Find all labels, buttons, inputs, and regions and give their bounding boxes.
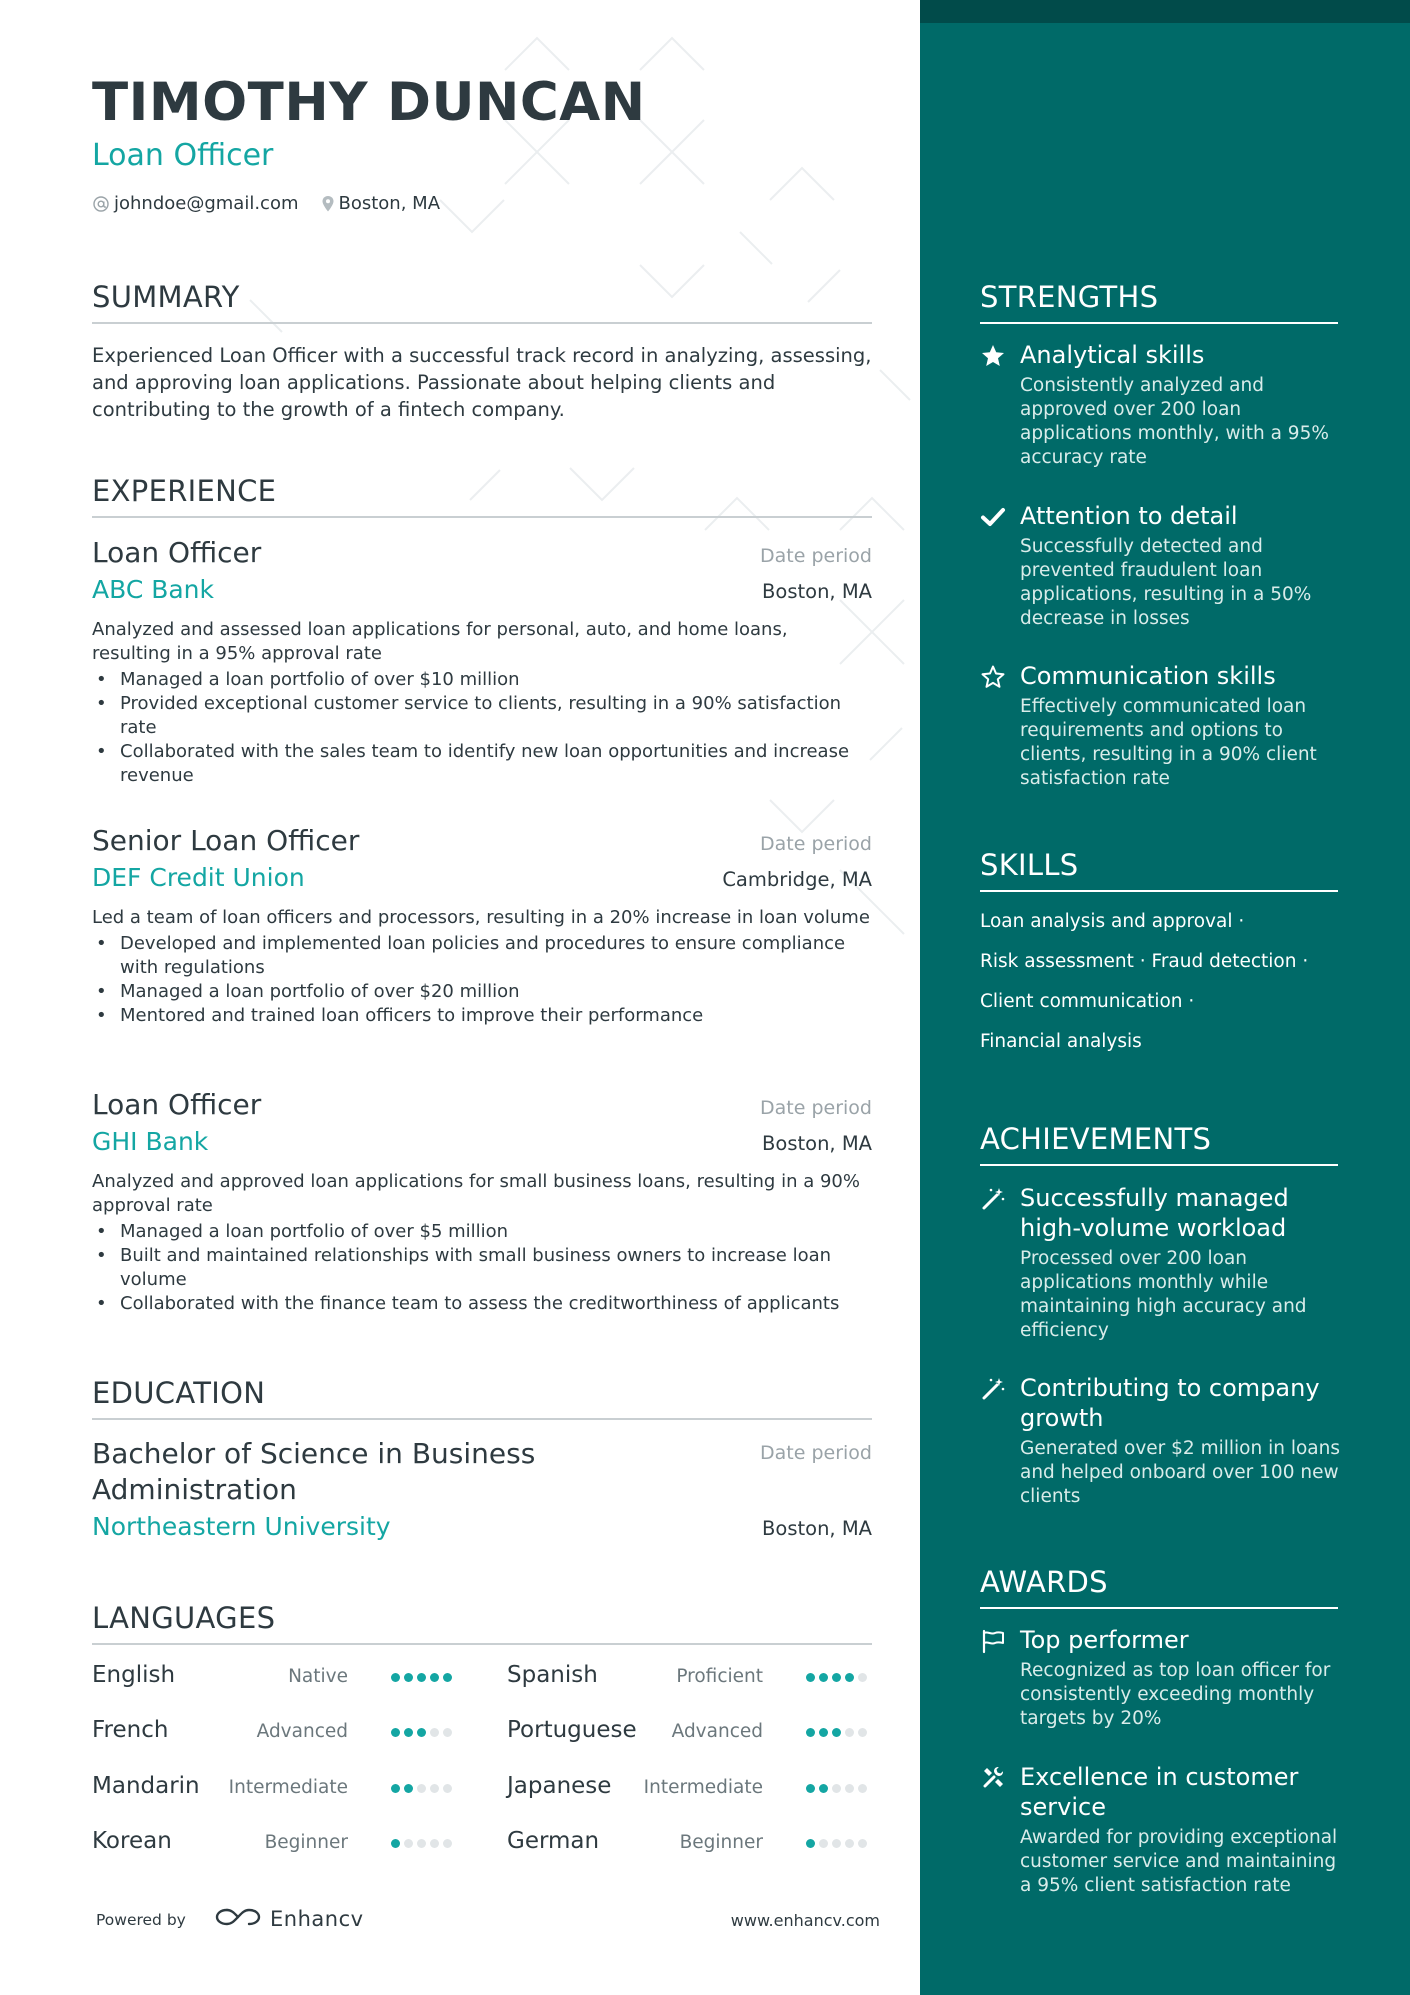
strength-item: [980, 661, 1352, 791]
award-description: Awarded for providing exceptional customer service and maintaining a 95% client satisfaction rate: [1020, 1827, 1338, 1896]
award-item: [980, 1762, 1352, 1898]
experience-location: Cambridge, MA: [722, 868, 872, 891]
experience-job-title: Loan Officer: [92, 1088, 262, 1121]
language-level: Intermediate: [643, 1777, 763, 1798]
website-link[interactable]: www.enhancv.com: [730, 1911, 880, 1930]
rating-dot-empty: [404, 1839, 413, 1848]
enhancv-logo-icon: [214, 1905, 262, 1933]
language-name: Portuguese: [507, 1717, 637, 1743]
powered-by-text: Powered by: [96, 1911, 186, 1929]
language-name: French: [92, 1717, 169, 1743]
email-text: johndoe@gmail.com: [114, 193, 299, 214]
award-title: Excellence in customer service: [1020, 1763, 1299, 1821]
education-date: Date period: [760, 1442, 872, 1464]
flag-icon: [980, 1628, 1006, 1654]
magic-wand-icon: [980, 1186, 1006, 1212]
bullet-item: • Developed and implemented loan policies and procedures to ensure compliance with regulations: [120, 932, 872, 980]
rating-dot-filled: [443, 1673, 452, 1682]
experience-date: Date period: [760, 833, 872, 855]
footer: [96, 1905, 880, 1935]
strength-item: [980, 501, 1352, 631]
tools-icon: [980, 1765, 1006, 1791]
skills-heading: SKILLS: [980, 848, 1338, 892]
rating-dot-empty: [430, 1784, 439, 1793]
rating-dot-empty: [858, 1728, 867, 1737]
language-rating: [806, 1784, 867, 1793]
language-item: [507, 1717, 867, 1757]
education-school: Northeastern University: [92, 1512, 391, 1541]
achievement-description: Generated over $2 million in loans and helped onboard over 100 new clients: [1020, 1438, 1340, 1507]
experience-date: Date period: [760, 1097, 872, 1119]
achievement-title: Contributing to company growth: [1020, 1374, 1320, 1432]
experience-job-title: Senior Loan Officer: [92, 824, 360, 857]
language-level: Intermediate: [228, 1777, 348, 1798]
strength-title: Analytical skills: [1020, 341, 1205, 369]
experience-description: Analyzed and assessed loan applications for personal, auto, and home loans, resulting in a 95% approval rate: [92, 619, 788, 664]
language-level: Advanced: [671, 1721, 763, 1742]
rating-dot-empty: [832, 1839, 841, 1848]
language-name: Japanese: [507, 1773, 612, 1799]
strength-description: Consistently analyzed and approved over 200 loan applications monthly, with a 95% accuracy rate: [1020, 375, 1329, 468]
experience-location: Boston, MA: [762, 1132, 872, 1155]
achievement-title: Successfully managed high-volume workload: [1020, 1184, 1289, 1242]
skills-list: [980, 910, 1352, 1070]
language-name: Mandarin: [92, 1773, 200, 1799]
star-filled-icon: [980, 343, 1006, 369]
rating-dot-filled: [417, 1728, 426, 1737]
experience-bullets: [92, 1220, 872, 1316]
rating-dot-empty: [819, 1839, 828, 1848]
language-rating: [391, 1673, 452, 1682]
experience-heading: EXPERIENCE: [92, 474, 872, 518]
language-item: [92, 1773, 452, 1813]
experience-location: Boston, MA: [762, 580, 872, 603]
bullet-item: • Collaborated with the finance team to assess the creditworthiness of applicants: [120, 1292, 872, 1316]
language-level: Native: [288, 1666, 348, 1687]
language-name: English: [92, 1662, 176, 1688]
rating-dot-filled: [391, 1673, 400, 1682]
experience-company: ABC Bank: [92, 575, 215, 604]
skill-line: Financial analysis: [980, 1031, 1142, 1052]
rating-dot-filled: [404, 1784, 413, 1793]
contact-info: [92, 193, 440, 214]
experience-description: Led a team of loan officers and processors, resulting in a 20% increase in loan volume: [92, 907, 870, 928]
rating-dot-empty: [845, 1728, 854, 1737]
magic-wand-icon: [980, 1376, 1006, 1402]
rating-dot-filled: [430, 1673, 439, 1682]
skill-line: Risk assessment · Fraud detection ·: [980, 951, 1309, 972]
rating-dot-filled: [819, 1784, 828, 1793]
education-location: Boston, MA: [762, 1517, 872, 1540]
rating-dot-filled: [806, 1839, 815, 1848]
rating-dot-empty: [430, 1728, 439, 1737]
language-rating: [391, 1728, 452, 1737]
strengths-heading: STRENGTHS: [980, 280, 1338, 324]
rating-dot-filled: [832, 1673, 841, 1682]
rating-dot-empty: [417, 1839, 426, 1848]
rating-dot-filled: [845, 1673, 854, 1682]
achievements-heading: ACHIEVEMENTS: [980, 1122, 1338, 1166]
checkmark-icon: [980, 504, 1006, 530]
location-text: Boston, MA: [338, 193, 441, 214]
language-rating: [806, 1839, 867, 1848]
language-item: [507, 1773, 867, 1813]
education-heading: EDUCATION: [92, 1376, 872, 1420]
strength-item: [980, 340, 1352, 470]
experience-entry: [92, 1088, 872, 1316]
rating-dot-empty: [845, 1784, 854, 1793]
rating-dot-filled: [404, 1728, 413, 1737]
strength-title: Attention to detail: [1020, 502, 1238, 530]
strength-title: Communication skills: [1020, 662, 1276, 690]
star-outline-icon: [980, 664, 1006, 690]
language-item: [507, 1828, 867, 1868]
rating-dot-filled: [806, 1784, 815, 1793]
bullet-item: • Managed a loan portfolio of over $5 million: [120, 1220, 872, 1244]
strength-description: Successfully detected and prevented fraudulent loan applications, resulting in a 50% decrease in losses: [1020, 536, 1312, 629]
language-level: Beginner: [264, 1832, 348, 1853]
summary-heading: SUMMARY: [92, 280, 872, 324]
rating-dot-filled: [391, 1728, 400, 1737]
rating-dot-empty: [417, 1784, 426, 1793]
rating-dot-empty: [858, 1673, 867, 1682]
language-rating: [806, 1673, 867, 1682]
experience-job-title: Loan Officer: [92, 536, 262, 569]
language-item: [92, 1662, 452, 1702]
rating-dot-empty: [443, 1784, 452, 1793]
rating-dot-empty: [832, 1784, 841, 1793]
language-rating: [806, 1728, 867, 1737]
language-item: [92, 1717, 452, 1757]
rating-dot-filled: [832, 1728, 841, 1737]
language-rating: [391, 1784, 452, 1793]
bullet-item: • Managed a loan portfolio of over $20 million: [120, 980, 872, 1004]
language-level: Proficient: [676, 1666, 763, 1687]
rating-dot-filled: [391, 1784, 400, 1793]
bullet-item: • Built and maintained relationships with small business owners to increase loan volume: [120, 1244, 872, 1292]
education-entry: [92, 1436, 872, 1541]
award-item: [980, 1625, 1352, 1731]
language-rating: [391, 1839, 452, 1848]
language-name: German: [507, 1828, 600, 1854]
education-degree: Bachelor of Science in Business Administration: [92, 1437, 536, 1506]
rating-dot-filled: [806, 1728, 815, 1737]
achievement-description: Processed over 200 loan applications monthly while maintaining high accuracy and efficiency: [1020, 1248, 1307, 1341]
award-description: Recognized as top loan officer for consistently exceeding monthly targets by 20%: [1020, 1660, 1331, 1729]
strength-description: Effectively communicated loan requirements and options to clients, resulting in a 90% client satisfaction rate: [1020, 696, 1317, 789]
language-level: Advanced: [256, 1721, 348, 1742]
sidebar-top-bar: [920, 0, 1410, 23]
rating-dot-filled: [417, 1673, 426, 1682]
experience-bullets: [92, 932, 872, 1028]
experience-company: GHI Bank: [92, 1127, 209, 1156]
bullet-item: • Mentored and trained loan officers to improve their performance: [120, 1004, 872, 1028]
experience-date: Date period: [760, 545, 872, 567]
enhancv-brand-name: Enhancv: [270, 1907, 364, 1931]
email-contact[interactable]: [92, 193, 299, 214]
languages-heading: LANGUAGES: [92, 1601, 872, 1645]
at-sign-icon: [92, 195, 110, 213]
skill-line: Loan analysis and approval ·: [980, 911, 1245, 932]
bullet-item: • Managed a loan portfolio of over $10 million: [120, 668, 872, 692]
award-title: Top performer: [1020, 1626, 1189, 1654]
language-name: Spanish: [507, 1662, 598, 1688]
awards-heading: AWARDS: [980, 1565, 1338, 1609]
job-title: Loan Officer: [92, 138, 274, 173]
rating-dot-empty: [845, 1839, 854, 1848]
bullet-item: • Collaborated with the sales team to identify new loan opportunities and increase revenue: [120, 740, 872, 788]
achievement-item: [980, 1373, 1352, 1509]
experience-entry: [92, 824, 872, 1028]
rating-dot-filled: [819, 1673, 828, 1682]
bullet-item: • Provided exceptional customer service to clients, resulting in a 90% satisfaction rate: [120, 692, 872, 740]
rating-dot-empty: [443, 1839, 452, 1848]
rating-dot-empty: [858, 1784, 867, 1793]
achievement-item: [980, 1183, 1352, 1343]
rating-dot-empty: [430, 1839, 439, 1848]
candidate-name: TIMOTHY DUNCAN: [92, 72, 646, 133]
sidebar: [920, 0, 1410, 1995]
language-item: [92, 1828, 452, 1868]
experience-company: DEF Credit Union: [92, 863, 305, 892]
language-level: Beginner: [679, 1832, 763, 1853]
rating-dot-empty: [443, 1728, 452, 1737]
language-name: Korean: [92, 1828, 172, 1854]
rating-dot-filled: [806, 1673, 815, 1682]
experience-bullets: [92, 668, 872, 788]
location-pin-icon: [321, 195, 335, 213]
rating-dot-filled: [819, 1728, 828, 1737]
rating-dot-filled: [404, 1673, 413, 1682]
rating-dot-filled: [391, 1839, 400, 1848]
language-item: [507, 1662, 867, 1702]
rating-dot-empty: [858, 1839, 867, 1848]
location-contact: [321, 193, 441, 214]
skill-line: Client communication ·: [980, 991, 1195, 1012]
experience-description: Analyzed and approved loan applications for small business loans, resulting in a 90% approval rate: [92, 1171, 860, 1216]
summary-text: Experienced Loan Officer with a successful track record in analyzing, assessing, and approving loan applications. Passionate about helping clients and contributing to the growth of a fintech company.: [92, 344, 872, 421]
enhancv-logo[interactable]: [214, 1905, 364, 1933]
experience-entry: [92, 536, 872, 788]
